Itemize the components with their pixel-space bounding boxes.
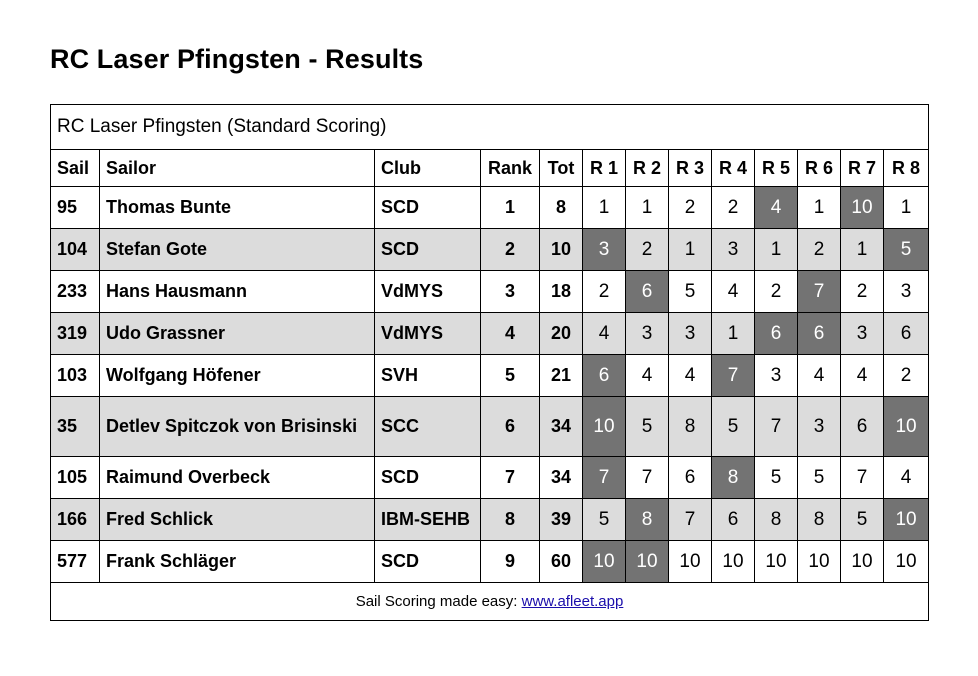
race-score: 2	[841, 271, 884, 313]
rank-value: 4	[481, 313, 540, 355]
race-score: 5	[583, 499, 626, 541]
sailor-name: Detlev Spitczok von Brisinski	[100, 397, 375, 457]
caption-row	[51, 105, 929, 150]
race-score: 6	[841, 397, 884, 457]
sailor-name: Udo Grassner	[100, 313, 375, 355]
race-score: 10	[712, 541, 755, 583]
race-score: 7	[755, 397, 798, 457]
race-score-discarded: 10	[626, 541, 669, 583]
race-score-discarded: 10	[583, 541, 626, 583]
sail-number: 577	[51, 541, 100, 583]
club-name: VdMYS	[375, 271, 481, 313]
sail-number: 233	[51, 271, 100, 313]
header-r2: R 2	[626, 150, 669, 187]
race-score: 5	[755, 457, 798, 499]
sail-number: 95	[51, 187, 100, 229]
header-row	[51, 150, 929, 187]
club-name: SVH	[375, 355, 481, 397]
table-row	[51, 313, 929, 355]
race-score: 1	[583, 187, 626, 229]
total-points: 21	[540, 355, 583, 397]
race-score: 1	[669, 229, 712, 271]
race-score-discarded: 10	[884, 397, 929, 457]
footer-text: Sail Scoring made easy:	[355, 593, 522, 610]
club-name: VdMYS	[375, 313, 481, 355]
header-r4: R 4	[712, 150, 755, 187]
race-score-discarded: 10	[841, 187, 884, 229]
race-score-discarded: 7	[798, 271, 841, 313]
race-score-discarded: 6	[583, 355, 626, 397]
race-score-discarded: 10	[884, 499, 929, 541]
sailor-name: Wolfgang Höfener	[100, 355, 375, 397]
race-score-discarded: 6	[626, 271, 669, 313]
race-score: 1	[841, 229, 884, 271]
rank-value: 5	[481, 355, 540, 397]
race-score: 2	[712, 187, 755, 229]
sailor-name: Thomas Bunte	[100, 187, 375, 229]
race-score: 5	[712, 397, 755, 457]
results-body	[51, 187, 929, 583]
race-score: 2	[583, 271, 626, 313]
race-score-discarded: 4	[755, 187, 798, 229]
rank-value: 3	[481, 271, 540, 313]
table-row	[51, 355, 929, 397]
sail-number: 319	[51, 313, 100, 355]
race-score-discarded: 7	[583, 457, 626, 499]
race-score: 10	[884, 541, 929, 583]
table-caption: RC Laser Pfingsten (Standard Scoring)	[51, 105, 929, 150]
race-score: 3	[712, 229, 755, 271]
race-score: 1	[798, 187, 841, 229]
table-row	[51, 457, 929, 499]
race-score: 1	[712, 313, 755, 355]
race-score: 7	[841, 457, 884, 499]
race-score: 3	[841, 313, 884, 355]
header-r1: R 1	[583, 150, 626, 187]
race-score-discarded: 10	[583, 397, 626, 457]
sailor-name: Stefan Gote	[100, 229, 375, 271]
race-score: 7	[669, 499, 712, 541]
race-score: 2	[755, 271, 798, 313]
header-r3: R 3	[669, 150, 712, 187]
table-row	[51, 271, 929, 313]
club-name: SCD	[375, 541, 481, 583]
race-score: 2	[884, 355, 929, 397]
race-score: 6	[884, 313, 929, 355]
race-score: 6	[712, 499, 755, 541]
table-row	[51, 397, 929, 457]
header-r5: R 5	[755, 150, 798, 187]
rank-value: 7	[481, 457, 540, 499]
race-score: 5	[669, 271, 712, 313]
race-score: 2	[669, 187, 712, 229]
total-points: 18	[540, 271, 583, 313]
club-name: SCD	[375, 187, 481, 229]
sail-number: 166	[51, 499, 100, 541]
sail-number: 105	[51, 457, 100, 499]
results-table	[50, 104, 929, 621]
race-score: 4	[712, 271, 755, 313]
total-points: 34	[540, 457, 583, 499]
sailor-name: Hans Hausmann	[100, 271, 375, 313]
race-score: 10	[669, 541, 712, 583]
race-score: 2	[626, 229, 669, 271]
club-name: IBM-SEHB	[375, 499, 481, 541]
race-score: 10	[798, 541, 841, 583]
header-tot: Tot	[540, 150, 583, 187]
sail-number: 104	[51, 229, 100, 271]
race-score: 4	[884, 457, 929, 499]
sailor-name: Raimund Overbeck	[100, 457, 375, 499]
total-points: 34	[540, 397, 583, 457]
total-points: 20	[540, 313, 583, 355]
page-title: RC Laser Pfingsten - Results	[50, 44, 424, 74]
race-score-discarded: 7	[712, 355, 755, 397]
race-score: 5	[626, 397, 669, 457]
race-score: 4	[798, 355, 841, 397]
header-rank: Rank	[481, 150, 540, 187]
race-score: 3	[798, 397, 841, 457]
rank-value: 8	[481, 499, 540, 541]
total-points: 8	[540, 187, 583, 229]
race-score: 5	[798, 457, 841, 499]
rank-value: 2	[481, 229, 540, 271]
race-score: 8	[669, 397, 712, 457]
rank-value: 6	[481, 397, 540, 457]
header-club: Club	[375, 150, 481, 187]
race-score-discarded: 6	[755, 313, 798, 355]
race-score: 1	[626, 187, 669, 229]
footer	[51, 583, 929, 621]
race-score: 10	[755, 541, 798, 583]
race-score: 7	[626, 457, 669, 499]
race-score-discarded: 8	[626, 499, 669, 541]
race-score: 2	[798, 229, 841, 271]
total-points: 60	[540, 541, 583, 583]
footer-row	[51, 583, 929, 621]
club-name: SCC	[375, 397, 481, 457]
race-score-discarded: 8	[712, 457, 755, 499]
race-score: 4	[841, 355, 884, 397]
rank-value: 9	[481, 541, 540, 583]
header-sailor: Sailor	[100, 150, 375, 187]
race-score: 3	[884, 271, 929, 313]
race-score: 3	[626, 313, 669, 355]
sailor-name: Frank Schläger	[100, 541, 375, 583]
race-score: 4	[583, 313, 626, 355]
table-row	[51, 541, 929, 583]
race-score-discarded: 6	[798, 313, 841, 355]
total-points: 39	[540, 499, 583, 541]
race-score: 4	[626, 355, 669, 397]
sail-number: 35	[51, 397, 100, 457]
race-score: 1	[884, 187, 929, 229]
race-score: 8	[755, 499, 798, 541]
race-score: 1	[755, 229, 798, 271]
race-score: 10	[841, 541, 884, 583]
race-score: 3	[669, 313, 712, 355]
table-row	[51, 499, 929, 541]
race-score-discarded: 3	[583, 229, 626, 271]
race-score: 5	[841, 499, 884, 541]
sail-number: 103	[51, 355, 100, 397]
table-row	[51, 187, 929, 229]
race-score: 8	[798, 499, 841, 541]
header-r6: R 6	[798, 150, 841, 187]
race-score-discarded: 5	[884, 229, 929, 271]
footer-link[interactable]: www.afleet.app	[521, 593, 624, 610]
race-score: 6	[669, 457, 712, 499]
race-score: 4	[669, 355, 712, 397]
rank-value: 1	[481, 187, 540, 229]
race-score: 3	[755, 355, 798, 397]
total-points: 10	[540, 229, 583, 271]
club-name: SCD	[375, 457, 481, 499]
sailor-name: Fred Schlick	[100, 499, 375, 541]
header-r8: R 8	[884, 150, 929, 187]
header-r7: R 7	[841, 150, 884, 187]
table-row	[51, 229, 929, 271]
club-name: SCD	[375, 229, 481, 271]
header-sail: Sail	[51, 150, 100, 187]
